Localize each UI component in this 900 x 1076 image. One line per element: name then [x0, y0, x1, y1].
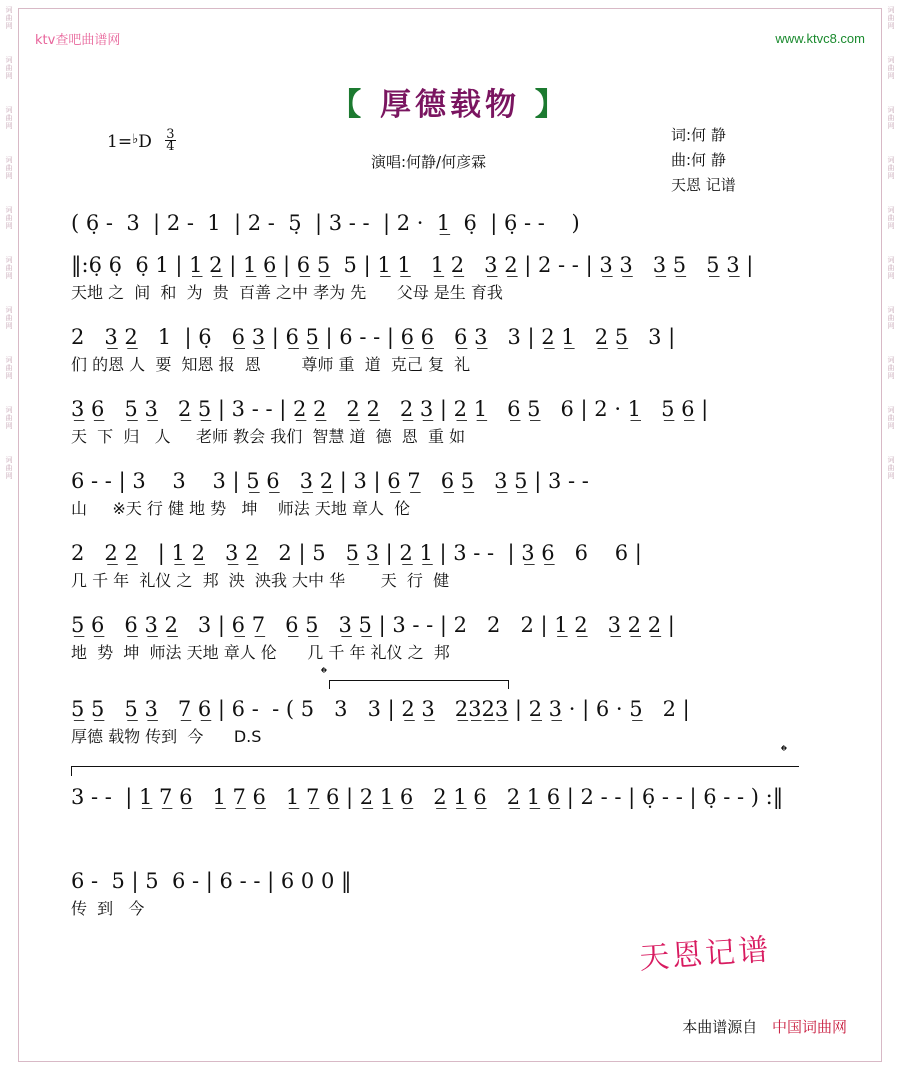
watermark-item: 词 曲 网: [887, 156, 895, 180]
note-line: 6 - - | 3 3 3 | 5̲ 6̲ 3̲ 2̲ | 3 | 6̲ 7̲ 6̲ 5̲ 3̲ 5̲ | 3 - -: [71, 469, 589, 493]
watermark-item: 词 曲 网: [5, 356, 13, 380]
lyric-line: 几 千 年 礼仪 之 邦 泱 泱我 大中 华 天 行 健: [71, 571, 450, 590]
watermark-item: 词 曲 网: [5, 156, 13, 180]
credits-block: [671, 123, 736, 198]
credit-notator: 天恩 记谱: [671, 176, 736, 194]
watermark-item: 词 曲 网: [5, 256, 13, 280]
system-row: [71, 250, 861, 308]
site-brand-label: ktv查吧曲谱网: [35, 33, 121, 48]
notator-stamp: 天恩记谱: [638, 932, 773, 977]
watermark-item: 词 曲 网: [5, 306, 13, 330]
watermark-item: 词 曲 网: [887, 6, 895, 30]
system-row: [71, 538, 861, 596]
note-line: 2 2̲ 2̲ | 1̲ 2̲ 3̲ 2̲ 2 | 5 5̲ 3̲ | 2̲ 1̲ | 3 - - | 3̲ 6̲ 6 6 |: [71, 541, 642, 565]
watermark-item: 词 曲 网: [5, 456, 13, 480]
note-line: 5̲ 5̲ 5̲ 3̲ 7̲ 6̲ | 6 - - ( 5 3 3 | 2̲ 3̲ 2̲3̲2̲3̲ | 2̲ 3̲ · | 6 · 5̲ 2 |: [71, 697, 690, 721]
system-row: [71, 394, 861, 452]
watermark-item: 词 曲 网: [887, 356, 895, 380]
flat-sign: ♭: [132, 132, 139, 147]
title-left-bracket: 【: [330, 87, 366, 123]
score-sheet: [18, 8, 882, 1062]
key-letter: D: [138, 132, 152, 152]
page-title: [19, 79, 881, 124]
repeat-span-line: [71, 766, 799, 767]
footer-label: 本曲谱源自: [682, 1018, 758, 1036]
watermark-item: 词 曲 网: [887, 106, 895, 130]
lyric-line: 传 到 今: [71, 899, 145, 918]
title-right-bracket: 】: [534, 87, 570, 123]
lyric-line: 厚德 载物 传到 今 D.S: [71, 727, 262, 746]
watermark-column-right: [882, 0, 900, 1076]
site-url-label: www.ktvc8.com: [775, 31, 865, 46]
coda-icon-left: 𝄌: [321, 664, 327, 684]
lyric-line: 山 ※天 行 健 地 势 坤 师法 天地 章人 伦: [71, 499, 411, 518]
note-line: ‖:6̣ 6̣ 6̣ 1 | 1̲ 2̲ | 1̲ 6̲ | 6̲ 5̲ 5 | 1̲ 1̲ 1̲ 2̲ 3̲ 2̲ | 2 - - | 3̲ 3̲ 3̲ 5̲ 5̲ 3̲ |: [71, 253, 754, 277]
lyric-line: 天地 之 间 和 为 贵 百善 之中 孝为 先 父母 是生 育我: [71, 283, 503, 302]
watermark-item: 词 曲 网: [887, 406, 895, 430]
title-text: 厚德载物: [380, 87, 520, 123]
watermark-item: 词 曲 网: [887, 256, 895, 280]
system-row: [71, 610, 861, 668]
footer-source: [682, 1016, 847, 1037]
music-body: [71, 206, 861, 928]
system-row: [71, 664, 861, 752]
volta-bracket: [329, 680, 509, 681]
lyric-line: 天 下 归 人 老师 教会 我们 智慧 道 德 恩 重 如: [71, 427, 466, 446]
footer-site-link[interactable]: 中国词曲网: [771, 1018, 847, 1036]
intro-phrase: ( 6̣ - 3 | 2 - 1 | 2 - 5̣ | 3 - - | 2 · 1̲ 6̣ | 6̣ - - ): [71, 211, 580, 235]
watermark-item: 词 曲 网: [887, 206, 895, 230]
lyric-line: 们 的恩 人 要 知恩 报 恩 尊师 重 道 克己 复 礼: [71, 355, 471, 374]
watermark-item: 词 曲 网: [887, 306, 895, 330]
coda-icon-right: 𝄌: [781, 742, 787, 762]
system-row: [71, 742, 861, 840]
note-line: 3̲ 6̲ 5̲ 3̲ 2̲ 5̲ | 3 - - | 2̲ 2̲ 2̲ 2̲ 2̲ 3̲ | 2̲ 1̲ 6̲ 5̲ 6 | 2 · 1̲ 5̲ 6̲ |: [71, 397, 709, 421]
lyric-line: 地 势 坤 师法 天地 章人 伦 几 千 年 礼仪 之 邦: [71, 643, 450, 662]
time-signature-numerator: 3: [166, 127, 175, 142]
watermark-item: 词 曲 网: [887, 456, 895, 480]
watermark-item: 词 曲 网: [5, 206, 13, 230]
credit-lyricist: 词:何 静: [671, 126, 726, 144]
watermark-item: 词 曲 网: [887, 56, 895, 80]
system-row: [71, 866, 861, 924]
watermark-column-left: [0, 0, 18, 1076]
time-signature: [165, 129, 175, 152]
note-line: 5̲ 6̲ 6̲ 3̲ 2̲ 3 | 6̲ 7̲ 6̲ 5̲ 3̲ 5̲ | 3 - - | 2 2 2 | 1̲ 2̲ 3̲ 2̲ 2̲ |: [71, 613, 675, 637]
lyric-line: [71, 814, 861, 840]
note-line: 2 3̲ 2̲ 1 | 6̣ 6̲ 3̲ | 6̲ 5̲ | 6 - - | 6̲ 6̲ 6̲ 3̲ 3 | 2̲ 1̲ 2̲ 5̲ 3 |: [71, 325, 676, 349]
time-signature-denominator: 4: [166, 139, 175, 154]
key-signature: [107, 129, 176, 152]
credit-composer: 曲:何 静: [671, 151, 726, 169]
system-row: [71, 322, 861, 380]
watermark-item: 词 曲 网: [5, 6, 13, 30]
system-row: [71, 466, 861, 524]
note-line: 6 - 5 | 5 6 - | 6 - - | 6 0 0 ‖: [71, 869, 352, 893]
performer-label: 演唱:何静/何彦霖: [371, 153, 487, 171]
note-line: 3 - - | 1̲ 7̲ 6̲ 1̲ 7̲ 6̲ 1̲ 7̲ 6̲ | 2̲ 1̲ 6̲ 2̲ 1̲ 6̲ 2̲ 1̲ 6̲ | 2 - - | 6̣ - - | 6̣ - - ) :‖: [71, 785, 784, 809]
watermark-item: 词 曲 网: [5, 56, 13, 80]
key-label: 1=: [107, 132, 133, 152]
watermark-item: 词 曲 网: [5, 106, 13, 130]
watermark-item: 词 曲 网: [5, 406, 13, 430]
